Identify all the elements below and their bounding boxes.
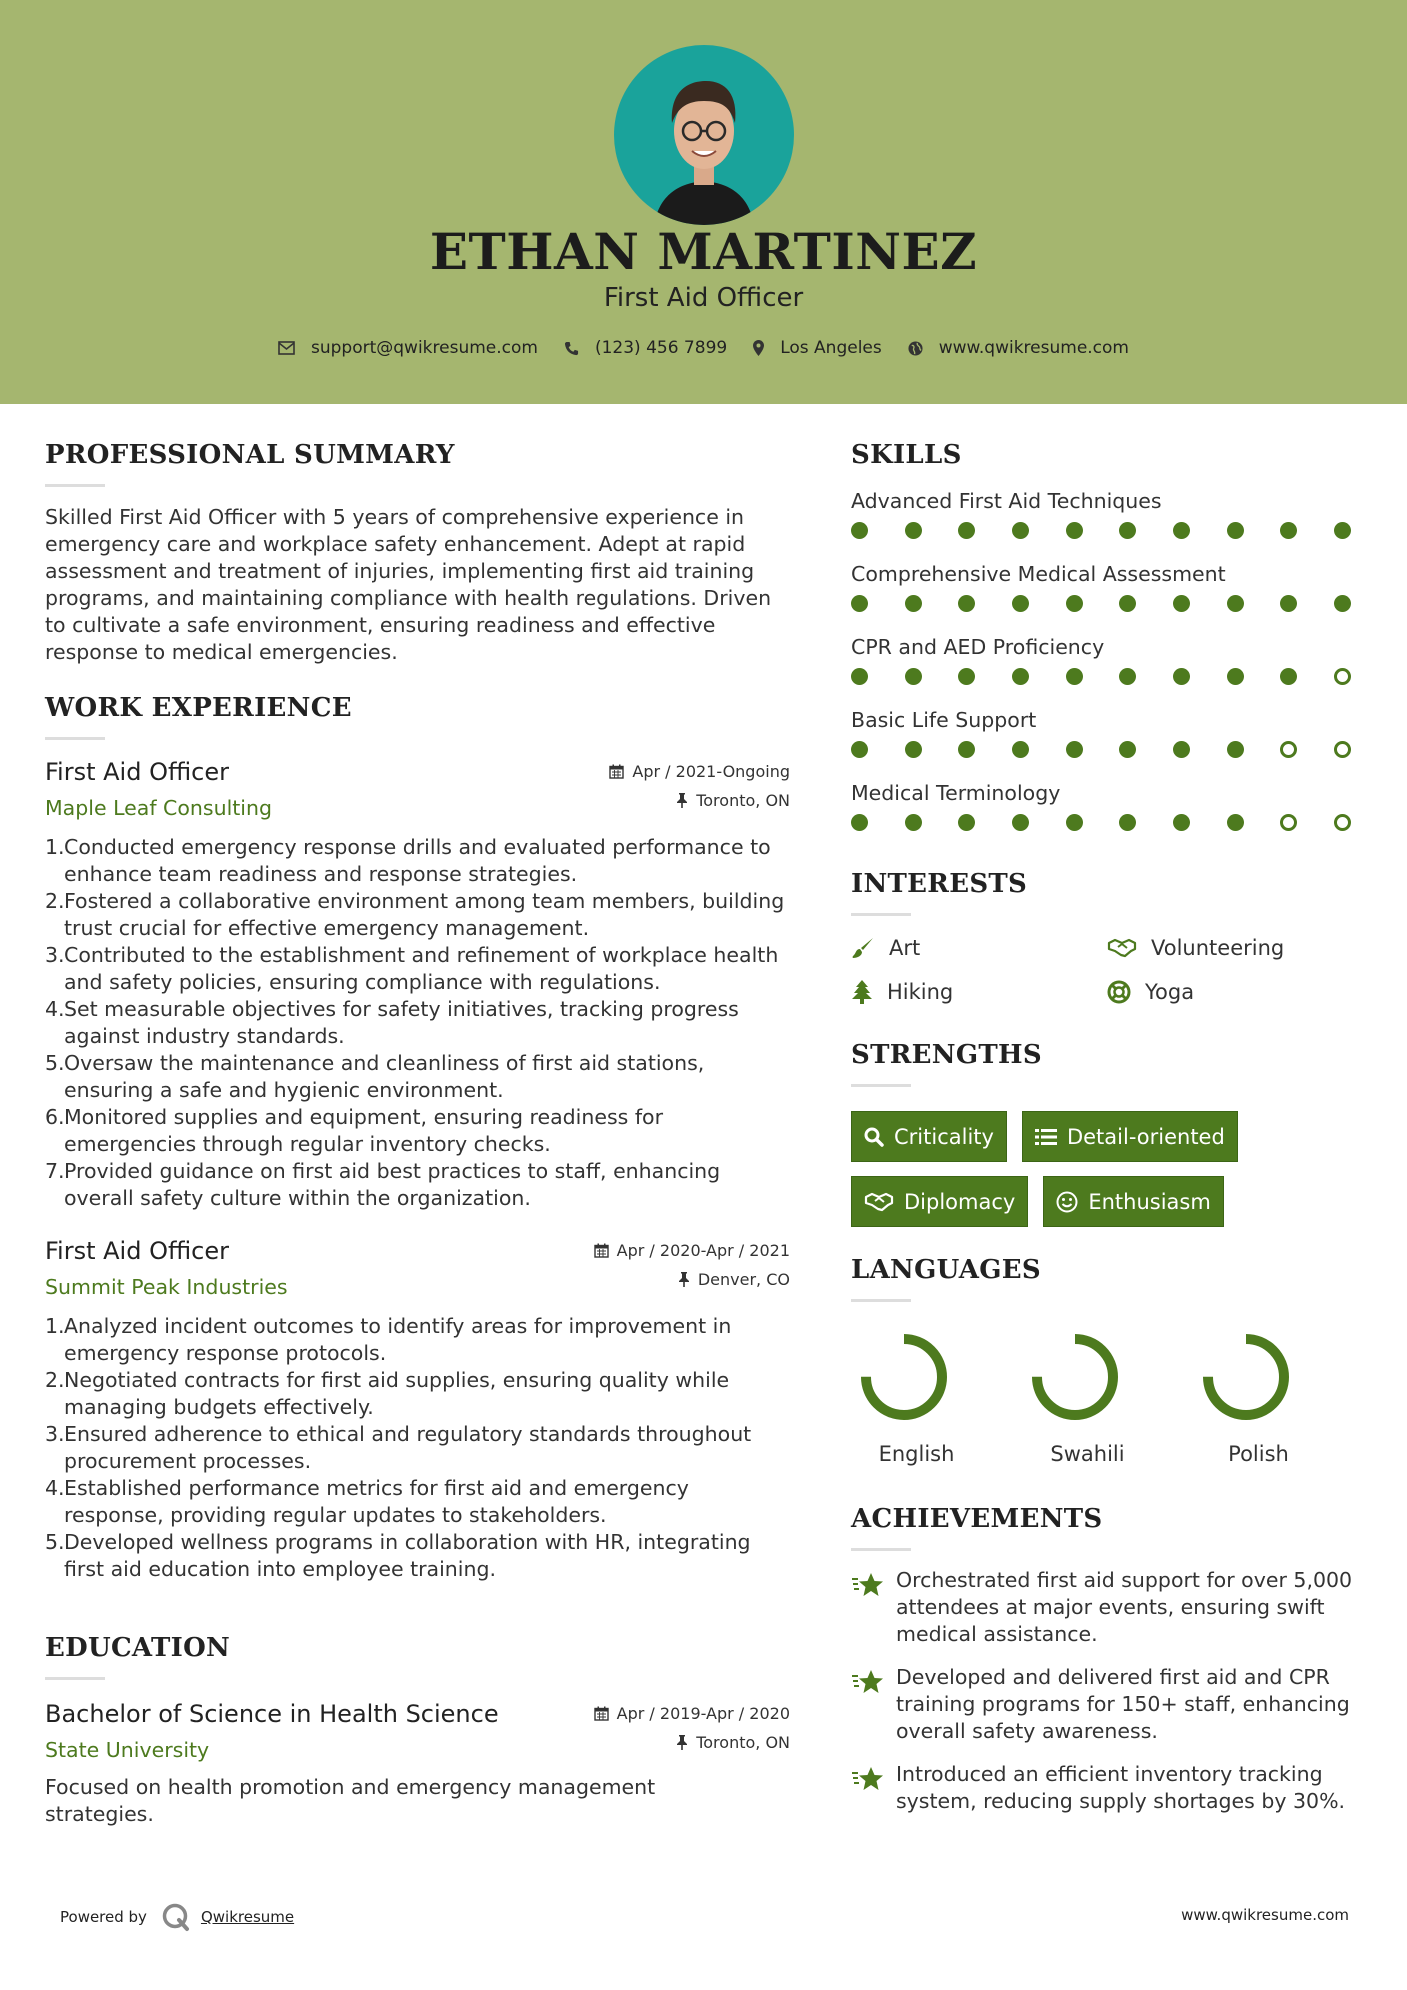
section-divider [851,913,911,916]
rating-dot-filled [1173,741,1190,758]
languages-list [851,1330,1371,1466]
section-title-achievements: ACHIEVEMENTS [851,1504,1103,1534]
section-title-interests: INTERESTS [851,869,1028,899]
rating-dot-filled [1227,522,1244,539]
map-marker-icon [753,340,764,356]
skill-item [851,634,1371,707]
job-location [594,1270,790,1289]
skill-rating [851,521,1351,561]
rating-dot-filled [905,741,922,758]
rating-dot-empty [1280,741,1297,758]
job-title: First Aid Officer [45,1237,230,1265]
calendar-icon [594,1243,609,1258]
achievement-text: Orchestrated first aid support for over 5,000 attendees at major events, ensuring swift medical assistance. [896,1568,1353,1646]
rating-dot-filled [1173,595,1190,612]
rating-dot-filled [1066,814,1083,831]
tree-icon [851,980,873,1004]
strength-label: Criticality [894,1124,994,1149]
education-dates [594,1704,790,1723]
globe-icon [908,341,923,356]
section-divider [45,737,105,740]
rating-dot-filled [851,814,868,831]
contact-website-text: www.qwikresume.com [938,338,1129,358]
skill-item [851,561,1371,634]
profile-photo [614,45,794,225]
rating-dot-filled [905,668,922,685]
rating-dot-filled [1280,668,1297,685]
school-name: State University [45,1738,210,1762]
list-item: 6. Monitored supplies and equipment, ensuring readiness for emergencies through regular inventory checks. [45,1105,664,1156]
brand-link[interactable]: Qwikresume [200,1908,295,1926]
rating-dot-filled [905,595,922,612]
list-item: 1. Conducted emergency response drills and evaluated performance to enhance team readiness and response strategies. [45,835,771,886]
rating-dot-filled [1173,814,1190,831]
rating-dot-empty [1334,741,1351,758]
list-item: 3. Contributed to the establishment and refinement of workplace health and safety policies, ensuring compliance with regulations. [45,943,779,994]
star-achievement-icon [851,1765,885,1793]
contact-phone-text: (123) 456 7899 [594,338,728,358]
section-title-strengths: STRENGTHS [851,1040,1042,1070]
list-item: 5. Developed wellness programs in collaboration with HR, integrating first aid education into employee training. [45,1530,751,1581]
language-level-arc [866,1339,942,1415]
rating-dot-filled [851,595,868,612]
rating-dot-filled [1119,814,1136,831]
list-icon [1035,1128,1057,1146]
achievements-section [851,1504,1371,1815]
rating-dot-filled [1280,522,1297,539]
paintbrush-icon [851,936,875,960]
language-level-ring [857,1330,951,1424]
contact-phone[interactable] [564,338,727,358]
rating-dot-filled [1066,668,1083,685]
left-column [45,440,790,1828]
language-level-arc [1208,1339,1284,1415]
pushpin-icon [678,1272,690,1287]
section-title-skills: SKILLS [851,440,962,470]
list-item: 1. Analyzed incident outcomes to identify areas for improvement in emergency response protocols. [45,1314,732,1365]
skill-rating [851,740,1351,780]
list-item: 7. Provided guidance on first aid best practices to staff, enhancing overall safety culture within the organization. [45,1159,721,1210]
rating-dot-filled [851,522,868,539]
job-company: Maple Leaf Consulting [45,796,273,820]
summary-section [45,440,790,666]
search-icon [864,1127,884,1147]
skill-item [851,780,1371,853]
skill-name: Medical Terminology [851,781,1061,805]
strength-label: Detail-oriented [1066,1124,1225,1149]
job-dates-text: Apr / 2020-Apr / 2021 [616,1241,790,1260]
footer-website[interactable]: www.qwikresume.com [1181,1906,1349,1924]
pushpin-icon [676,1735,688,1750]
list-item: 4. Established performance metrics for first aid and emergency response, providing regular updates to stakeholders. [45,1476,689,1527]
education-location-text: Toronto, ON [696,1733,790,1752]
section-title-experience: WORK EXPERIENCE [45,693,352,723]
skill-item [851,488,1371,561]
strength-tag [851,1111,1007,1162]
interest-item [1107,936,1357,960]
skill-name: Advanced First Aid Techniques [851,489,1162,513]
rating-dot-filled [1119,522,1136,539]
list-item: 2. Fostered a collaborative environment among team members, building trust crucial for effective emergency management. [45,889,785,940]
skill-name: CPR and AED Proficiency [851,635,1105,659]
rating-dot-empty [1334,668,1351,685]
smile-icon [1056,1191,1078,1213]
experience-section [45,693,790,1583]
rating-dot-filled [1012,668,1029,685]
rating-dot-filled [905,814,922,831]
footer-powered-by [60,1902,294,1932]
envelope-icon [278,341,295,355]
contact-bar [0,338,1407,358]
contact-website[interactable] [908,338,1129,358]
pushpin-icon [676,793,688,808]
language-name: English [878,1442,955,1466]
interests-section [851,869,1371,1004]
skills-list [851,488,1371,853]
section-title-summary: PROFESSIONAL SUMMARY [45,440,455,470]
job-location-text: Denver, CO [697,1270,790,1289]
section-divider [851,1548,911,1551]
rating-dot-empty [1280,814,1297,831]
contact-email-text: support@qwikresume.com [311,338,538,358]
achievement-item [851,1567,1371,1648]
skill-name: Basic Life Support [851,708,1037,732]
rating-dot-filled [1066,741,1083,758]
rating-dot-filled [1173,522,1190,539]
skill-rating [851,813,1351,853]
skill-rating [851,594,1351,634]
degree-title: Bachelor of Science in Health Science [45,1700,499,1728]
section-divider [851,1084,911,1087]
rating-dot-filled [958,522,975,539]
interest-item [851,936,1107,960]
rating-dot-filled [1066,595,1083,612]
section-divider [45,1677,105,1680]
rating-dot-filled [1119,595,1136,612]
language-level-ring [1199,1330,1293,1424]
strength-label: Enthusiasm [1088,1189,1211,1214]
language-level-arc [1037,1339,1113,1415]
list-item: 2. Negotiated contracts for first aid supplies, ensuring quality while managing budgets effectively. [45,1368,730,1419]
job-company: Summit Peak Industries [45,1275,288,1299]
education-location [594,1733,790,1752]
interest-label: Yoga [1145,980,1195,1004]
job-location [609,791,790,810]
list-item: 5. Oversaw the maintenance and cleanliness of first aid stations, ensuring a safe and hygienic environment. [45,1051,705,1102]
interest-label: Volunteering [1151,936,1285,960]
skill-rating [851,667,1351,707]
education-dates-text: Apr / 2019-Apr / 2020 [616,1704,790,1723]
skills-section [851,440,1371,853]
calendar-icon [594,1706,609,1721]
job-entry [45,758,790,1212]
rating-dot-filled [958,814,975,831]
job-bullets [45,1313,790,1583]
rating-dot-empty [1334,814,1351,831]
language-name: Polish [1228,1442,1289,1466]
education-section [45,1633,790,1828]
resume-header [0,0,1407,404]
candidate-name: ETHAN MARTINEZ [429,222,978,281]
list-item: 4. Set measurable objectives for safety initiatives, tracking progress against industry standards. [45,997,739,1048]
rating-dot-filled [1334,522,1351,539]
strength-tag [1043,1176,1223,1227]
strengths-section [851,1040,1371,1241]
rating-dot-filled [1066,522,1083,539]
rating-dot-filled [1227,595,1244,612]
star-achievement-icon [851,1571,885,1599]
job-dates [609,762,790,781]
achievement-item [851,1761,1371,1815]
contact-location-text: Los Angeles [780,338,882,358]
rating-dot-filled [1173,668,1190,685]
phone-icon [564,341,579,356]
strength-label: Diplomacy [904,1189,1016,1214]
rating-dot-filled [905,522,922,539]
languages-section [851,1255,1371,1466]
rating-dot-filled [851,741,868,758]
job-entry [45,1237,790,1583]
rating-dot-filled [958,741,975,758]
calendar-icon [609,764,624,779]
rating-dot-filled [1334,595,1351,612]
rating-dot-filled [958,668,975,685]
achievement-text: Developed and delivered first aid and CPR training programs for 150+ staff, enhancing overall safety awareness. [896,1665,1350,1743]
rating-dot-filled [1227,741,1244,758]
job-title: First Aid Officer [45,758,230,786]
section-divider [45,484,105,487]
section-title-languages: LANGUAGES [851,1255,1041,1285]
job-bullets [45,834,790,1212]
contact-location [753,338,882,358]
life-ring-icon [1107,980,1131,1004]
rating-dot-filled [1119,668,1136,685]
summary-text: Skilled First Aid Officer with 5 years of comprehensive experience in emergency care and workplace safety enhancement. Adept at rapid assessment and treatment of injuries, implementing first aid training programs, and maintaining compliance with health regulations. Driven to cultivate a safe environment, ensuring readiness and effective response to medical emergencies. [45,505,772,664]
skill-name: Comprehensive Medical Assessment [851,562,1226,586]
rating-dot-filled [1280,595,1297,612]
rating-dot-filled [1227,814,1244,831]
qwikresume-logo-icon [161,1902,191,1932]
achievement-text: Introduced an efficient inventory tracking system, reducing supply shortages by 30%. [896,1762,1346,1813]
education-description: Focused on health promotion and emergency management strategies. [45,1775,656,1826]
interest-label: Hiking [887,980,954,1004]
job-location-text: Toronto, ON [696,791,790,810]
star-achievement-icon [851,1668,885,1696]
rating-dot-filled [1012,814,1029,831]
strength-tag [851,1176,1028,1227]
rating-dot-filled [1119,741,1136,758]
language-level-ring [1028,1330,1122,1424]
list-item: 3. Ensured adherence to ethical and regulatory standards throughout procurement processes. [45,1422,752,1473]
achievement-item [851,1664,1371,1745]
section-title-education: EDUCATION [45,1633,231,1663]
language-name: Swahili [1050,1442,1125,1466]
job-dates [594,1241,790,1260]
contact-email[interactable] [278,338,538,358]
right-column [851,440,1371,1815]
powered-by-label: Powered by [60,1908,147,1926]
section-divider [851,1299,911,1302]
candidate-title: First Aid Officer [603,283,804,313]
rating-dot-filled [1012,741,1029,758]
interest-item [851,980,1107,1004]
skill-item [851,707,1371,780]
handshake-icon [1107,937,1137,959]
rating-dot-filled [851,668,868,685]
handshake-icon [864,1191,894,1213]
rating-dot-filled [1227,668,1244,685]
interest-item [1107,980,1357,1004]
rating-dot-filled [1012,595,1029,612]
rating-dot-filled [958,595,975,612]
language-item [1193,1330,1364,1466]
rating-dot-filled [1012,522,1029,539]
interest-label: Art [889,936,921,960]
strength-tag [1022,1111,1238,1162]
job-dates-text: Apr / 2021-Ongoing [632,762,790,781]
